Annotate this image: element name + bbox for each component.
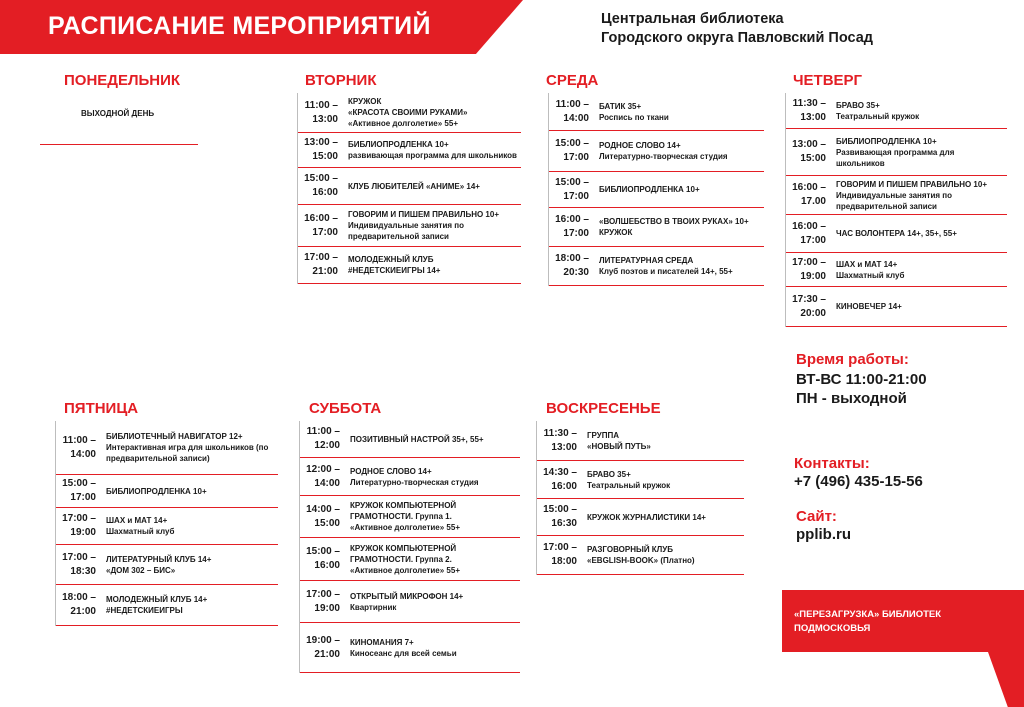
event-description [344,466,520,488]
event-time [786,256,830,284]
footer-line-1: «ПЕРЕЗАГРУЗКА» БИБЛИОТЕК [794,609,942,620]
event-time [786,181,830,209]
contacts-title: Контакты: [794,455,870,472]
table-row [786,287,1007,327]
event-detail: Шахматный клуб [836,270,905,280]
event-description [100,431,278,464]
table-row [786,93,1007,129]
event-name: «ВОЛШЕБСТВО В ТВОИХ РУКАХ» 10+ [599,217,749,226]
event-name: ЛИТЕРАТУРНАЯ СРЕДА [599,256,694,265]
event-detail: Индивидуальные занятия по [348,221,464,230]
event-detail: предварительной записи [348,232,449,241]
time-start: 15:00 – [304,173,338,184]
table-row [537,499,744,536]
time-start: 16:00 – [792,182,826,193]
event-time [56,512,100,540]
time-start: 11:00 – [306,426,340,437]
event-detail: Киносеанс для всей семьи [350,648,457,658]
event-name: БРАВО 35+ [836,100,880,110]
time-end: 17:00 [800,234,826,246]
event-description [344,637,520,659]
day-title-sunday: ВОСКРЕСЕНЬЕ [546,400,661,417]
event-description [342,254,521,276]
table-row [56,475,278,508]
event-detail: Шахматный клуб [106,527,175,536]
event-description [344,500,520,533]
event-time [786,138,830,166]
event-time [786,97,830,125]
time-start: 17:00 – [543,542,577,553]
day-title-tuesday: ВТОРНИК [305,72,377,89]
event-time [549,213,593,241]
event-name: БИБЛИОТЕЧНЫЙ НАВИГАТОР 12+ [106,432,243,441]
time-end: 13:00 [800,111,826,123]
event-time [549,98,593,126]
time-end: 21:00 [312,266,338,277]
event-description [830,259,1007,281]
event-description [830,179,1007,212]
event-name: ШАХ и МАТ 14+ [836,259,898,269]
time-end: 21:00 [314,648,340,660]
time-end: 15:00 [312,151,338,162]
table-row [300,421,520,458]
time-end: 17:00 [563,228,589,239]
event-time [300,503,344,531]
time-start: 11:00 – [304,99,338,111]
footer-line-2: ПОДМОСКОВЬЯ [794,623,871,634]
time-start: 19:00 – [306,634,340,646]
hours-line-1: ВТ-ВС 11:00-21:00 [796,371,927,388]
time-start: 17:00 – [792,256,826,268]
time-start: 15:00 – [555,138,589,149]
event-detail: предварительной записи) [106,454,210,463]
time-end: 19:00 [800,270,826,282]
event-name: КЛУБ ЛЮБИТЕЛЕЙ «АНИМЕ» 14+ [348,181,480,191]
event-name: ЛИТЕРАТУРНЫЙ КЛУБ 14+ [106,554,212,564]
event-time [298,172,342,200]
time-end: 14:00 [563,112,589,124]
event-description [593,140,764,162]
event-description [344,591,520,613]
time-end: 17:00 [563,190,589,202]
time-start: 15:00 – [306,546,340,557]
table-row [298,93,521,133]
time-end: 17:00 [312,226,338,238]
event-name: КРУЖОК [348,97,382,106]
time-start: 18:00 – [555,253,589,264]
event-name: ШАХ и МАТ 14+ [106,516,168,525]
hours-title: Время работы: [796,351,909,368]
event-description [342,139,521,161]
event-time [300,425,344,453]
site-title: Сайт: [796,508,837,525]
schedule-table-sunday [536,421,744,575]
event-detail: Роспись по ткани [599,112,669,122]
event-description [100,554,278,576]
table-row [56,508,278,545]
time-end: 19:00 [314,602,340,614]
time-start: 16:00 – [555,214,589,225]
org-line-2: Городского округа Павловский Посад [601,30,874,46]
table-row [537,461,744,499]
event-detail: предварительной записи [836,201,937,211]
event-time [300,545,344,573]
time-end: 14:00 [70,448,96,460]
event-detail: Клуб поэтов и писателей 14+, 55+ [599,267,733,276]
table-row [549,247,764,286]
event-detail: «ДОМ 302 – БИС» [106,565,176,575]
event-detail: #НЕДЕТСКИЕИГРЫ [106,606,183,615]
event-name: БРАВО 35+ [587,469,631,479]
table-row [56,585,278,626]
time-start: 15:00 – [62,478,96,489]
event-detail: Театральный кружок [836,111,920,121]
schedule-table-saturday [299,421,520,673]
time-start: 18:00 – [62,592,96,603]
event-description [344,543,520,576]
event-time [56,551,100,579]
time-start: 17:30 – [792,293,826,305]
table-row [300,496,520,538]
event-description [593,184,764,195]
day-title-monday: ПОНЕДЕЛЬНИК [64,72,181,89]
hours-line-2: ПН - выходной [796,390,907,407]
event-name: БАТИК 35+ [599,101,642,111]
time-start: 15:00 – [555,176,589,188]
time-start: 11:00 – [555,98,589,110]
time-end: 14:00 [314,477,340,489]
event-name: РОДНОЕ СЛОВО 14+ [599,141,681,150]
table-row [786,129,1007,176]
event-detail: «КРАСОТА СВОИМИ РУКАМИ» [348,108,468,117]
event-time [537,541,581,569]
event-description [342,181,521,192]
monday-closed-note: ВЫХОДНОЙ ДЕНЬ [81,109,155,118]
divider [40,144,198,145]
event-name: БИБЛИОПРОДЛЕНКА 10+ [836,136,937,146]
time-end: 18:30 [70,565,96,577]
event-description [830,301,1007,312]
event-name: ГОВОРИМ И ПИШЕМ ПРАВИЛЬНО 10+ [836,179,988,189]
event-name: ГРУППА [587,430,620,440]
event-time [300,634,344,662]
event-name: РАЗГОВОРНЫЙ КЛУБ [587,545,674,554]
table-row [786,176,1007,215]
time-end: 17:00 [563,152,589,163]
event-description [593,216,764,238]
event-name: МОЛОДЕЖНЫЙ КЛУБ 14+ [106,595,208,604]
schedule-table-tuesday [297,93,521,284]
table-row [300,623,520,673]
table-row [298,247,521,284]
time-start: 17:00 – [304,252,338,263]
table-row [549,93,764,131]
time-start: 12:00 – [306,463,340,475]
event-detail: «Активное долголетие» 55+ [348,119,458,128]
time-end: 13:00 [312,113,338,125]
footer-text [794,608,941,636]
table-row [549,131,764,172]
event-detail: Квартирник [350,602,397,612]
time-start: 11:00 – [62,434,96,446]
event-description [593,255,764,277]
event-description [581,469,744,491]
org-line-1: Центральная библиотека [601,11,784,27]
day-title-thursday: ЧЕТВЕРГ [793,72,863,89]
day-title-friday: ПЯТНИЦА [64,400,139,417]
time-end: 17:00 [70,492,96,503]
event-detail: школьников [836,158,885,168]
event-time [56,434,100,462]
event-description [830,228,1007,239]
day-title-saturday: СУББОТА [309,400,382,417]
phone-number[interactable]: +7 (496) 435-15-56 [794,473,923,490]
event-name: МОЛОДЕЖНЫЙ КЛУБ [348,255,434,264]
table-row [786,215,1007,253]
time-start: 13:00 – [304,137,338,148]
time-end: 15:00 [314,517,340,529]
event-description [342,96,521,129]
day-title-wednesday: СРЕДА [546,72,599,89]
event-time [298,136,342,164]
table-row [300,538,520,581]
event-description [830,100,1007,122]
time-end: 16:00 [314,560,340,571]
time-end: 15:00 [800,153,826,164]
event-time [549,176,593,204]
event-name: ПОЗИТИВНЫЙ НАСТРОЙ 35+, 55+ [350,434,484,444]
time-end: 12:00 [314,440,340,451]
time-start: 16:00 – [792,220,826,232]
event-description [581,430,744,452]
site-link[interactable]: pplib.ru [796,526,851,543]
time-end: 20:30 [563,267,589,278]
event-time [298,99,342,127]
event-time [786,293,830,321]
table-row [537,421,744,461]
event-name: КИНОМАНИЯ 7+ [350,637,414,647]
time-end: 16:00 [551,480,577,492]
event-time [298,251,342,279]
event-description [581,544,744,566]
event-time [298,212,342,240]
table-row [786,253,1007,287]
event-description [100,594,278,616]
event-name: КРУЖОК КОМПЬЮТЕРНОЙ [350,543,457,553]
event-detail: «Активное долголетие» 55+ [350,565,460,575]
time-end: 21:00 [70,606,96,617]
event-description [593,101,764,123]
event-time [537,503,581,531]
event-detail: Литературно-творческая студия [350,477,479,487]
table-row [56,545,278,585]
time-end: 17.00 [800,196,826,207]
event-name: ЧАС ВОЛОНТЕРА 14+, 35+, 55+ [836,229,957,238]
time-end: 13:00 [551,441,577,453]
time-start: 17:00 – [306,588,340,600]
event-time [549,137,593,165]
event-time [786,220,830,248]
event-time [56,591,100,619]
event-time [537,466,581,494]
table-row [549,208,764,247]
time-start: 11:30 – [543,427,577,439]
event-time [549,252,593,280]
table-row [300,458,520,496]
event-description [830,136,1007,169]
event-name: БИБЛИОПРОДЛЕНКА 10+ [599,185,700,194]
table-row [298,133,521,168]
event-detail: «НОВЫЙ ПУТЬ» [587,441,651,451]
event-detail: Литературно-творческая студия [599,152,728,161]
schedule-table-wednesday [548,93,764,286]
event-detail: КРУЖОК [599,228,633,237]
table-row [549,172,764,208]
time-end: 20:00 [800,307,826,319]
event-description [581,512,744,523]
organization-name [601,10,873,48]
event-name: БИБЛИОПРОДЛЕНКА 10+ [348,140,449,149]
event-description [342,209,521,242]
time-start: 13:00 – [792,139,826,150]
event-detail: Развивающая программа для [836,147,955,157]
event-detail: Индивидуальные занятия по [836,190,952,200]
time-end: 16:00 [312,187,338,198]
time-end: 16:30 [551,518,577,529]
time-start: 16:00 – [304,212,338,224]
time-start: 11:30 – [792,97,826,109]
time-start: 14:30 – [543,466,577,478]
time-start: 17:00 – [62,551,96,563]
event-detail: «Активное долголетие» 55+ [350,523,460,532]
time-end: 18:00 [551,556,577,567]
time-start: 14:00 – [306,503,340,515]
table-row [537,536,744,575]
table-row [56,421,278,475]
event-name: КИНОВЕЧЕР 14+ [836,302,902,311]
table-row [298,205,521,247]
page-title: РАСПИСАНИЕ МЕРОПРИЯТИЙ [48,12,431,40]
schedule-table-friday [55,421,278,626]
event-time [56,477,100,505]
event-detail: #НЕДЕТСКИЕИГРЫ 14+ [348,266,441,275]
event-description [344,434,520,445]
event-name: ОТКРЫТЫЙ МИКРОФОН 14+ [350,591,464,601]
event-name: РОДНОЕ СЛОВО 14+ [350,466,432,476]
table-row [300,581,520,623]
event-detail: Интерактивная игра для школьников (по [106,443,269,452]
event-detail: ГРАМОТНОСТИ. Группа 1. [350,512,452,521]
event-detail: развивающая программа для школьников [348,151,517,160]
event-detail: «EBGLISH-BOOK» (Платно) [587,556,695,565]
time-start: 15:00 – [543,504,577,515]
event-description [100,515,278,537]
schedule-table-thursday [785,93,1007,327]
time-start: 17:00 – [62,513,96,524]
event-name: КРУЖОК ЖУРНАЛИСТИКИ 14+ [587,512,706,522]
event-name: ГОВОРИМ И ПИШЕМ ПРАВИЛЬНО 10+ [348,210,500,219]
event-name: БИБЛИОПРОДЛЕНКА 10+ [106,486,207,496]
event-detail: Театральный кружок [587,480,671,490]
event-detail: ГРАМОТНОСТИ. Группа 2. [350,554,452,564]
event-time [300,463,344,491]
event-time [300,588,344,616]
table-row [298,168,521,205]
event-time [537,427,581,455]
event-name: КРУЖОК КОМПЬЮТЕРНОЙ [350,501,457,510]
time-end: 19:00 [70,527,96,538]
event-description [100,486,278,497]
